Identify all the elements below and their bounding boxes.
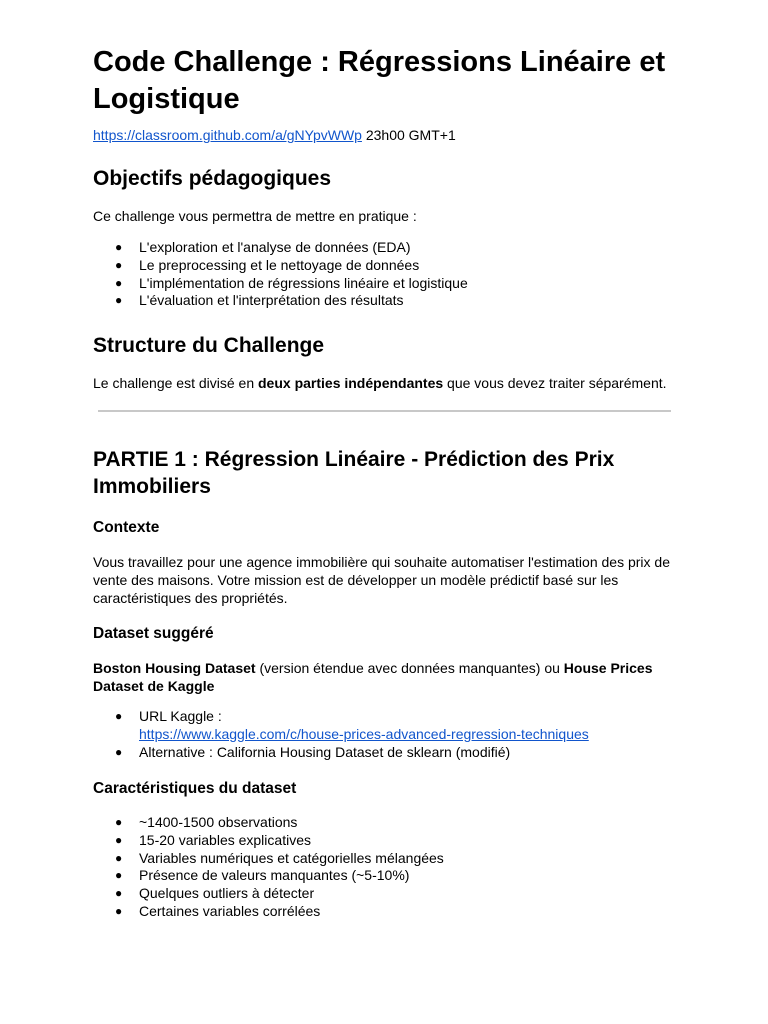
bullet-icon: ● [115, 709, 123, 723]
dataset-heading: Dataset suggéré [93, 625, 214, 642]
structure-heading: Structure du Challenge [93, 334, 325, 357]
list-item [93, 708, 678, 744]
kaggle-url-label: URL Kaggle : [139, 708, 222, 724]
bullet-icon: ● [115, 903, 123, 918]
list-item: ● Quelques outliers à détecter [115, 885, 315, 902]
objectifs-list [93, 239, 678, 310]
bullet-icon: ● [115, 240, 123, 254]
bullet-icon: ● [115, 850, 123, 865]
bullet-icon: ● [115, 868, 123, 883]
deadline-text: 23h00 GMT+1 [361, 127, 456, 143]
bullet-icon: ● [115, 832, 123, 847]
bullet-icon: ● [115, 293, 123, 308]
structure-text: Le challenge est divisé en deux parties indépendantes que vous devez traiter séparément. [93, 375, 667, 391]
bullet-icon: ● [115, 275, 123, 290]
bullet-icon: ● [115, 886, 123, 901]
kaggle-link[interactable]: https://www.kaggle.com/c/house-prices-advanced-regression-techniques [139, 725, 589, 742]
caracteristiques-heading: Caractéristiques du dataset [93, 780, 297, 797]
list-item: ● 15-20 variables explicatives [115, 831, 311, 848]
list-item: ● Alternative : California Housing Dataset de sklearn (modifié) [115, 743, 511, 760]
list-item: ● Certaines variables corrélées [115, 902, 321, 919]
classroom-link[interactable]: https://classroom.github.com/a/gNYpvWWp [93, 127, 362, 143]
contexte-text: Vous travaillez pour une agence immobilière qui souhaite automatiser l'estimation des prix de vente des maisons. Votre mission est de développer un modèle prédictif basé sur les caractéristiques des propriétés. [93, 554, 670, 606]
dataset-text: Boston Housing Dataset (version étendue avec données manquantes) ou House Prices Dataset de Kaggle [93, 660, 653, 694]
objectifs-intro: Ce challenge vous permettra de mettre en pratique : [93, 208, 417, 224]
list-item: ● Variables numériques et catégorielles mélangées [115, 849, 444, 866]
contexte-heading: Contexte [93, 519, 160, 536]
list-item: ● L'évaluation et l'interprétation des résultats [115, 292, 404, 309]
classroom-link-line [93, 126, 456, 144]
dataset-list [93, 708, 678, 761]
bullet-icon: ● [115, 815, 123, 829]
list-item: ● ~1400-1500 observations [115, 814, 298, 830]
section-divider [98, 410, 671, 412]
list-item: ● L'exploration et l'analyse de données (EDA) [115, 239, 411, 255]
bullet-icon: ● [115, 744, 123, 759]
caracteristiques-list [93, 814, 678, 921]
partie1-heading: PARTIE 1 : Régression Linéaire - Prédiction des Prix Immobiliers [93, 448, 615, 498]
document-title: Code Challenge : Régressions Linéaire et Logistique [93, 46, 666, 115]
objectifs-heading: Objectifs pédagogiques [93, 167, 332, 190]
bullet-icon: ● [115, 257, 123, 272]
list-item: ● Présence de valeurs manquantes (~5-10%) [115, 867, 410, 884]
list-item: ● L'implémentation de régressions linéaire et logistique [115, 274, 468, 291]
list-item: ● Le preprocessing et le nettoyage de données [115, 256, 420, 273]
